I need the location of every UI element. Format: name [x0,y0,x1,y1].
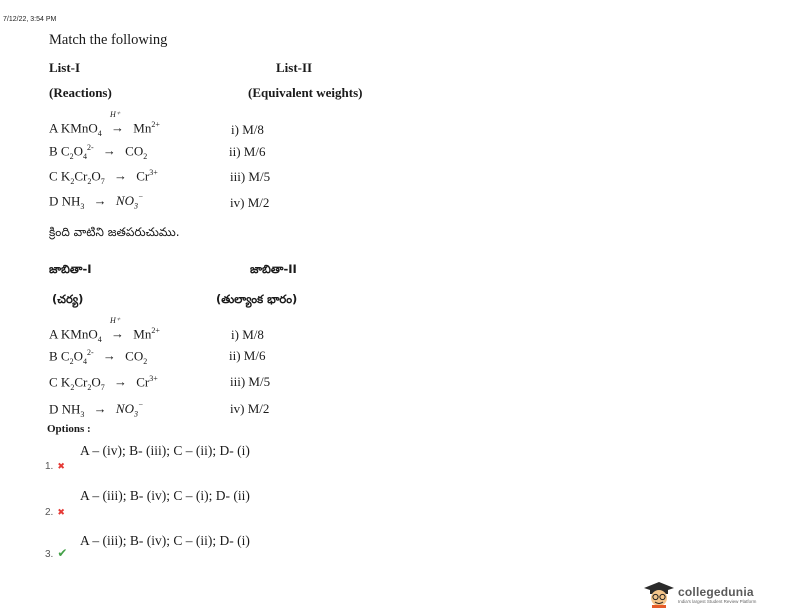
telugu-list2-subtitle: (తుల్యాంక భారం) [216,292,298,306]
answer-i: i) M/8 [231,122,264,137]
answer-iii: iii) M/5 [230,374,271,389]
reaction-text: A KMnO [49,326,98,342]
product-text: Mn [133,326,152,342]
subscript: 2 [70,382,75,392]
superscript: 2+ [151,120,160,129]
option-number [45,544,67,562]
telugu-list1-subtitle: (చర్య) [52,292,84,306]
option-num: 3. [45,549,54,560]
arrow-icon: → [102,143,116,159]
subscript: 4 [82,151,87,161]
subscript: 7 [100,382,105,392]
subscript: 2 [143,151,148,161]
product-text: Cr [136,168,150,184]
arrow-icon: H⁺ → [110,110,125,136]
answer-ii: ii) M/6 [229,144,266,159]
option-num: 2. [45,507,54,518]
subscript: 3 [80,409,85,419]
reaction-text: O [73,348,83,364]
arrow-icon: → [102,348,116,364]
product-text: CO [125,143,144,159]
option-num: 1. [45,461,54,472]
options-title: Options : [47,423,91,435]
subscript: 3 [133,409,138,419]
superscript: 3+ [149,168,158,177]
list2-subtitle: (Equivalent weights) [248,85,363,100]
superscript: 3+ [149,374,158,383]
subscript: 2 [87,176,92,186]
timestamp: 7/12/22, 3:54 PM [3,16,57,23]
product-text: CO [125,348,144,364]
subscript: 3 [133,201,138,211]
subscript: 3 [80,201,85,211]
arrow-label: H⁺ [110,316,121,326]
list2-title: List-II [276,60,313,75]
superscript: − [137,193,144,202]
reaction-row-c [49,168,158,186]
cross-icon: ✖ [57,462,65,472]
reaction-text: O [91,374,101,390]
list1-subtitle: (Reactions) [49,85,112,100]
subscript: 4 [82,356,87,366]
reaction-text: O [73,143,83,159]
reaction-text: D NH [49,193,81,209]
check-icon: ✔ [57,546,68,560]
question-title: Match the following [49,32,168,48]
reaction-text: O [91,168,101,184]
reaction-row-d [49,193,143,211]
answer-ii: ii) M/6 [229,348,266,363]
reaction-row-d [49,401,143,419]
telugu-list1-title: జాబితా-I [49,262,92,276]
superscript: 2- [86,143,94,152]
product-text: NO [115,401,134,417]
answer-iv: iv) M/2 [230,195,270,210]
superscript: 2+ [151,326,160,335]
reaction-row-a [49,110,160,138]
collegedunia-logo[interactable] [642,580,788,608]
subscript: 4 [97,128,102,138]
product-text: NO [115,193,134,209]
reaction-text: B C [49,348,70,364]
arrow-icon: → [93,401,107,417]
reaction-text: Cr [74,168,88,184]
reaction-row-b [49,143,147,161]
answer-iii: iii) M/5 [230,169,271,184]
subscript: 4 [97,334,102,344]
answer-i: i) M/8 [231,327,264,342]
arrow-icon: → [113,374,127,390]
product-text: Mn [133,120,152,136]
logo-name: collegedunia [678,585,754,599]
option-text: A – (iv); B- (iii); C – (ii); D- (i) [80,443,250,458]
student-mascot-icon [642,580,676,608]
subscript: 2 [87,382,92,392]
arrow-icon: → [93,193,107,209]
subscript: 2 [69,151,74,161]
option-text: A – (iii); B- (iv); C – (ii); D- (i) [80,533,250,548]
cross-icon: ✖ [57,508,65,518]
product-text: Cr [136,374,150,390]
superscript: − [137,401,144,410]
reaction-row-a [49,316,160,344]
arrow-label: H⁺ [110,110,121,120]
subscript: 2 [143,356,148,366]
logo-tagline: India's largest Student Review Platform [678,599,757,604]
telugu-instruction: క్రింది వాటిని జతపరుచుము. [49,225,180,239]
reaction-text: C K [49,168,71,184]
subscript: 2 [69,356,74,366]
superscript: 2- [86,348,94,357]
option-number [45,456,65,474]
option-number [45,502,65,520]
answer-iv: iv) M/2 [230,401,270,416]
telugu-list2-title: జాబితా-II [250,262,297,276]
reaction-text: A KMnO [49,120,98,136]
reaction-text: D NH [49,401,81,417]
subscript: 7 [100,176,105,186]
option-text: A – (iii); B- (iv); C – (i); D- (ii) [80,488,250,503]
subscript: 2 [70,176,75,186]
arrow-icon: → [113,168,127,184]
list1-title: List-I [49,60,81,75]
reaction-row-b [49,348,147,366]
reaction-text: Cr [74,374,88,390]
reaction-text: C K [49,374,71,390]
reaction-text: B C [49,143,70,159]
reaction-row-c [49,374,158,392]
arrow-icon: H⁺ → [110,316,125,342]
